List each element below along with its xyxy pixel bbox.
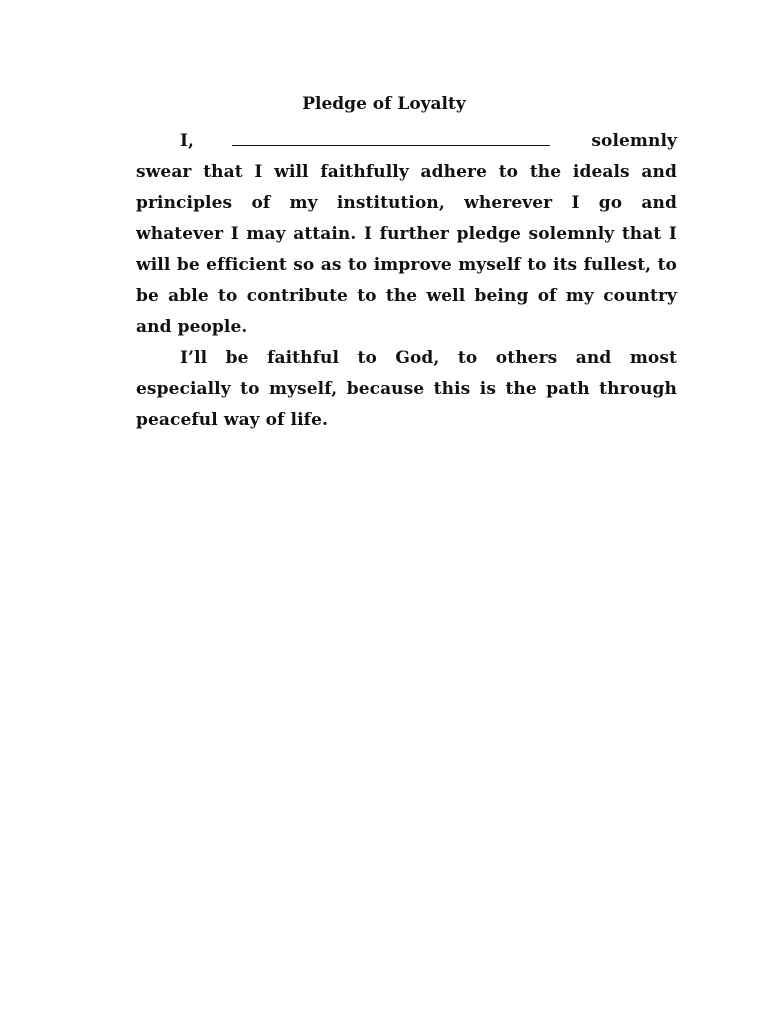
name-blank-line xyxy=(232,131,550,146)
document-title: Pledge of Loyalty xyxy=(302,94,466,114)
pledge-text-1: solemnly swear that I will faithfully adhere to the ideals and principles of my institution, wherever I go and whatever I may attain. I further pledge solemnly that I will be efficient so as to improve myself to its fullest, to be able to contribute to the well being of my country and people. xyxy=(136,131,677,337)
document-body xyxy=(136,126,677,436)
pledge-lead: I, xyxy=(180,131,195,151)
pledge-paragraph-2: I’ll be faithful to God, to others and most especially to myself, because this is the path through peaceful way of life. xyxy=(136,348,677,430)
pledge-paragraph-1 xyxy=(136,126,677,343)
